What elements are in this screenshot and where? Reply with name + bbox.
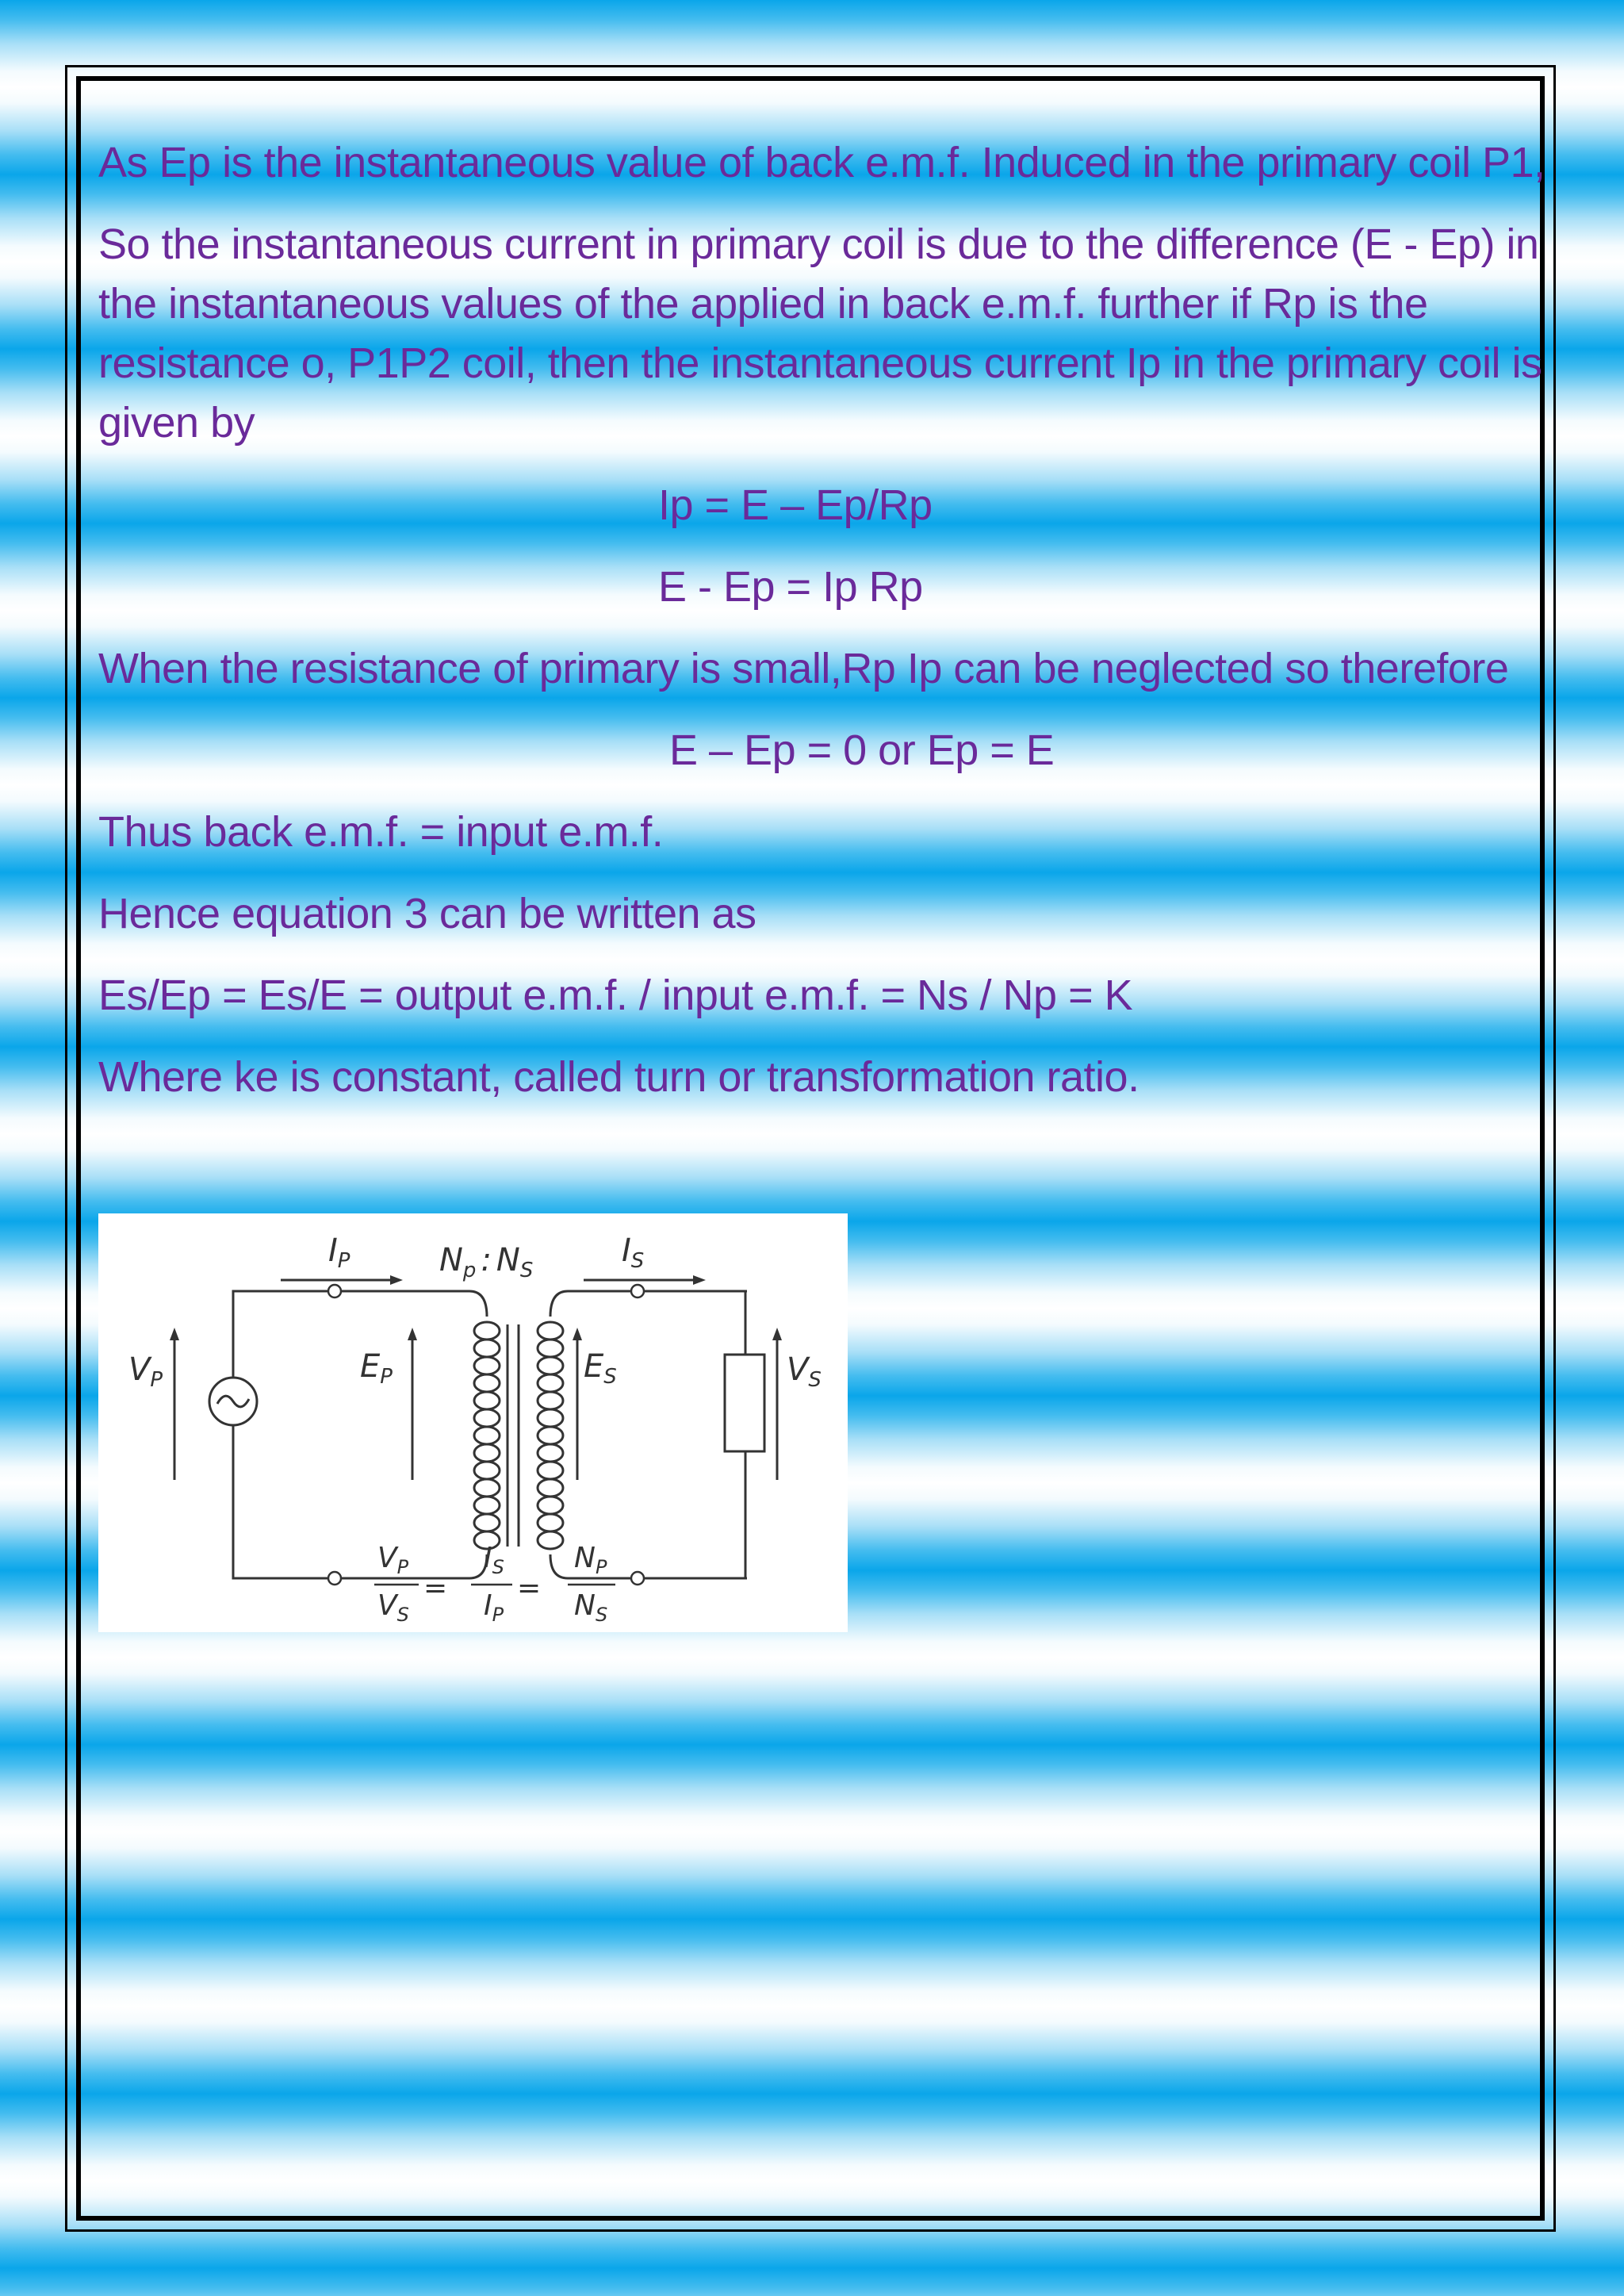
transformer-circuit-diagram (98, 1213, 848, 1632)
paragraph-current-line-4: given by (98, 399, 255, 447)
svg-text:IS (622, 1232, 644, 1273)
svg-text:EP (360, 1348, 393, 1389)
equation-back-emf: E – Ep = 0 or Ep = E (669, 726, 1055, 774)
label-is-sub: S (630, 1249, 645, 1273)
terminal-markers (328, 1285, 644, 1585)
paragraph-current-line-2: the instantaneous values of the applied in back e.m.f. further if Rp is the (98, 280, 1428, 328)
paragraph-current-line-1: So the instantaneous current in primary coil is due to the difference (E - Ep) in (98, 220, 1539, 268)
label-np: N (439, 1242, 463, 1278)
inner-page-border (76, 76, 1545, 2221)
paragraph-intro: As Ep is the instantaneous value of back e.m.f. Induced in the primary coil P1, (98, 139, 1545, 186)
paragraph-neglect-resistance: When the resistance of primary is small,Rp Ip can be neglected so therefore (98, 645, 1509, 692)
label-vp-sub: P (150, 1368, 163, 1392)
label-es: E (584, 1348, 604, 1385)
formula-vp: $V_P$ (377, 1542, 409, 1578)
secondary-coil-icon (538, 1322, 563, 1549)
equals-sign: = (517, 1572, 542, 1604)
label-np-sub: p (462, 1259, 477, 1282)
paragraph-equation-3: Hence equation 3 can be written as (98, 890, 756, 937)
svg-text:VS (787, 1351, 822, 1392)
terminal-icon (328, 1285, 341, 1297)
formula-is: $I_S$ (484, 1542, 504, 1578)
label-is: I (622, 1232, 631, 1269)
load-resistor-icon (725, 1355, 764, 1451)
terminal-icon (631, 1572, 644, 1585)
label-colon: : (481, 1242, 492, 1278)
transformer-schematic (98, 1213, 848, 1632)
terminal-icon (328, 1572, 341, 1585)
circuit-wires (209, 1291, 764, 1578)
label-ep: E (360, 1348, 381, 1385)
label-es-sub: S (603, 1365, 617, 1389)
formula-ns: $N_S$ (574, 1589, 608, 1626)
paragraph-current-line-3: resistance o, P1P2 coil, then the instantaneous current Ip in the primary coil is (98, 339, 1542, 387)
label-ns: N (496, 1242, 520, 1278)
equals-sign: = (423, 1572, 448, 1604)
formula-np: $N_P$ (574, 1542, 607, 1578)
label-ip-sub: P (337, 1249, 350, 1273)
label-vp: V (128, 1351, 151, 1388)
primary-coil-icon (474, 1322, 500, 1549)
paragraph-back-emf-equals-input: Thus back e.m.f. = input e.m.f. (98, 808, 664, 856)
label-vs-sub: S (808, 1368, 822, 1392)
label-vs: V (787, 1351, 809, 1388)
equation-current: Ip = E – Ep/Rp (658, 481, 933, 529)
svg-text:ES (584, 1348, 617, 1389)
svg-text:IP (328, 1232, 350, 1273)
terminal-icon (631, 1285, 644, 1297)
equation-voltage-drop: E - Ep = Ip Rp (658, 563, 923, 611)
primary-loop-wire (233, 1291, 335, 1578)
label-ns-sub: S (519, 1259, 534, 1282)
formula-ip: $I_P$ (484, 1589, 504, 1626)
svg-text:VP (128, 1351, 163, 1392)
label-ip: I (328, 1232, 338, 1269)
paragraph-transformation-ratio: Where ke is constant, called turn or transformation ratio. (98, 1053, 1139, 1101)
svg-text:Np:NS (439, 1242, 533, 1282)
formula-vs: $V_S$ (377, 1589, 409, 1626)
paragraph-ratio-equation: Es/Ep = Es/E = output e.m.f. / input e.m.f. = Ns / Np = K (98, 972, 1133, 1019)
label-ep-sub: P (380, 1365, 393, 1389)
ratio-formula (374, 1542, 615, 1626)
